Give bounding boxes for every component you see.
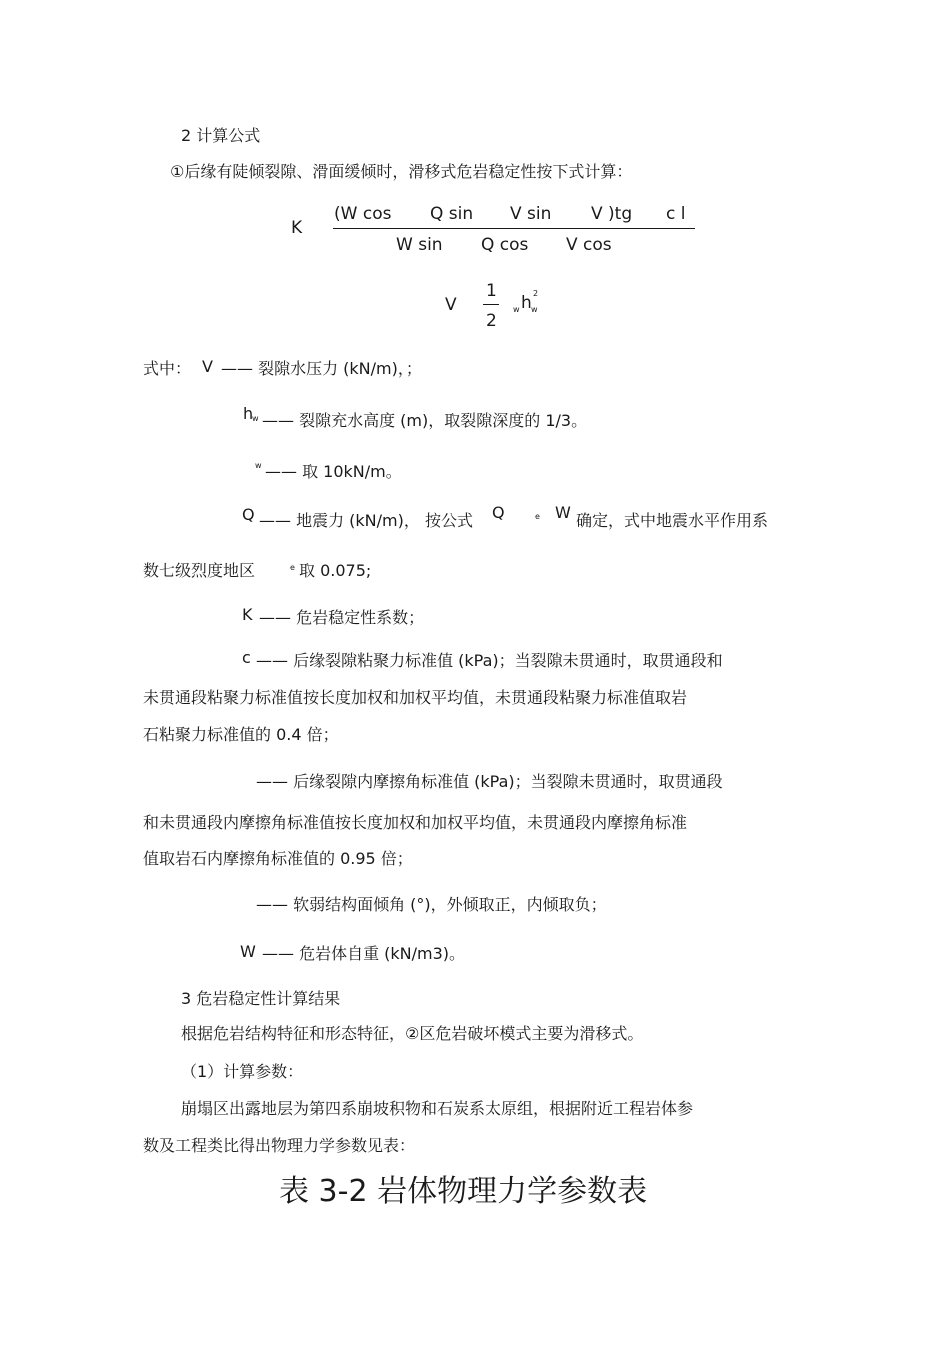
- def-phi-line3: 值取岩石内摩擦角标准值的 0.95 倍；: [143, 849, 413, 868]
- definitions-label: 式中：: [143, 359, 192, 378]
- def-theta-text: —— 软弱结构面倾角 (°)，外倾取正，内倾取负；: [256, 895, 607, 914]
- def-phi-line1: —— 后缘裂隙内摩擦角标准值 (kPa)；当裂隙未贯通时，取贯通段: [256, 772, 723, 791]
- half-fraction-bar: [483, 304, 499, 305]
- params-line1: 崩塌区出露地层为第四系崩坡积物和石炭系太原组，根据附近工程岩体参: [181, 1099, 694, 1118]
- h-subscript: w: [531, 305, 538, 314]
- def-q-formula-w: W: [555, 503, 571, 522]
- def-w-symbol: W: [240, 942, 256, 961]
- numerator-term-4: V )tg: [591, 204, 633, 224]
- def-gamma-w-text: —— 取 10kN/m。: [265, 462, 402, 481]
- params-label: （1）计算参数：: [181, 1062, 304, 1081]
- def-q-symbol: Q: [242, 505, 255, 524]
- denominator-term-3: V cos: [566, 235, 612, 255]
- section-heading-results: 3 危岩稳定性计算结果: [181, 989, 341, 1008]
- half-denominator: 2: [486, 311, 497, 331]
- denominator-term-1: W sin: [396, 235, 443, 255]
- def-c-symbol: c: [242, 648, 251, 667]
- def-phi-line2: 和未贯通段内摩擦角标准值按长度加权和加权平均值，未贯通段内摩擦角标准: [143, 813, 688, 832]
- params-line2: 数及工程类比得出物理力学参数见表：: [143, 1136, 416, 1155]
- formula-intro: ①后缘有陡倾裂隙、滑面缓倾时，滑移式危岩稳定性按下式计算：: [170, 162, 633, 181]
- def-q-line2-e: e: [290, 563, 295, 572]
- half-numerator: 1: [486, 281, 497, 301]
- def-w-text: —— 危岩体自重 (kN/m3)。: [262, 944, 466, 963]
- h-symbol: h: [521, 293, 532, 313]
- table-title: 表 3-2 岩体物理力学参数表: [279, 1174, 648, 1209]
- v-symbol: V: [445, 295, 457, 315]
- def-q-text-continued: 确定，式中地震水平作用系: [576, 511, 769, 530]
- numerator-term-2: Q sin: [430, 204, 474, 224]
- def-gamma-w-subscript: w: [255, 461, 262, 470]
- fraction-bar: [333, 228, 695, 229]
- results-intro: 根据危岩结构特征和形态特征，②区危岩破坏模式主要为滑移式。: [181, 1024, 644, 1043]
- def-c-line2: 未贯通段粘聚力标准值按长度加权和加权平均值，未贯通段粘聚力标准值取岩: [143, 688, 688, 707]
- def-hw-symbol: h: [243, 404, 254, 423]
- def-hw-text: —— 裂隙充水高度 (m)，取裂隙深度的 1/3。: [262, 411, 588, 430]
- numerator-term-5: c l: [666, 204, 686, 224]
- def-v-text: —— 裂隙水压力 (kN/m)，；: [221, 359, 422, 378]
- def-k-symbol: K: [242, 605, 253, 624]
- def-q-line2-b: 取 0.075;: [299, 561, 372, 580]
- def-c-line3: 石粘聚力标准值的 0.4 倍；: [143, 725, 339, 744]
- denominator-term-2: Q cos: [481, 235, 529, 255]
- def-v-symbol: V: [202, 357, 213, 376]
- def-hw-subscript: w: [252, 414, 259, 423]
- def-q-formula-q: Q: [492, 503, 505, 522]
- def-c-line1: —— 后缘裂隙粘聚力标准值 (kPa)；当裂隙未贯通时，取贯通段和: [256, 651, 723, 670]
- def-k-text: —— 危岩稳定性系数；: [259, 608, 425, 627]
- def-q-text: —— 地震力 (kN/m)， 按公式: [259, 511, 473, 530]
- gamma-w-subscript: w: [513, 305, 520, 314]
- k-symbol: K: [291, 218, 303, 238]
- section-heading-formula: 2 计算公式: [181, 126, 261, 145]
- numerator-term-1: (W cos: [334, 204, 392, 224]
- def-q-formula-e: e: [535, 512, 540, 521]
- h-superscript: 2: [533, 289, 539, 298]
- def-q-line2-a: 数七级烈度地区: [143, 561, 256, 580]
- numerator-term-3: V sin: [510, 204, 552, 224]
